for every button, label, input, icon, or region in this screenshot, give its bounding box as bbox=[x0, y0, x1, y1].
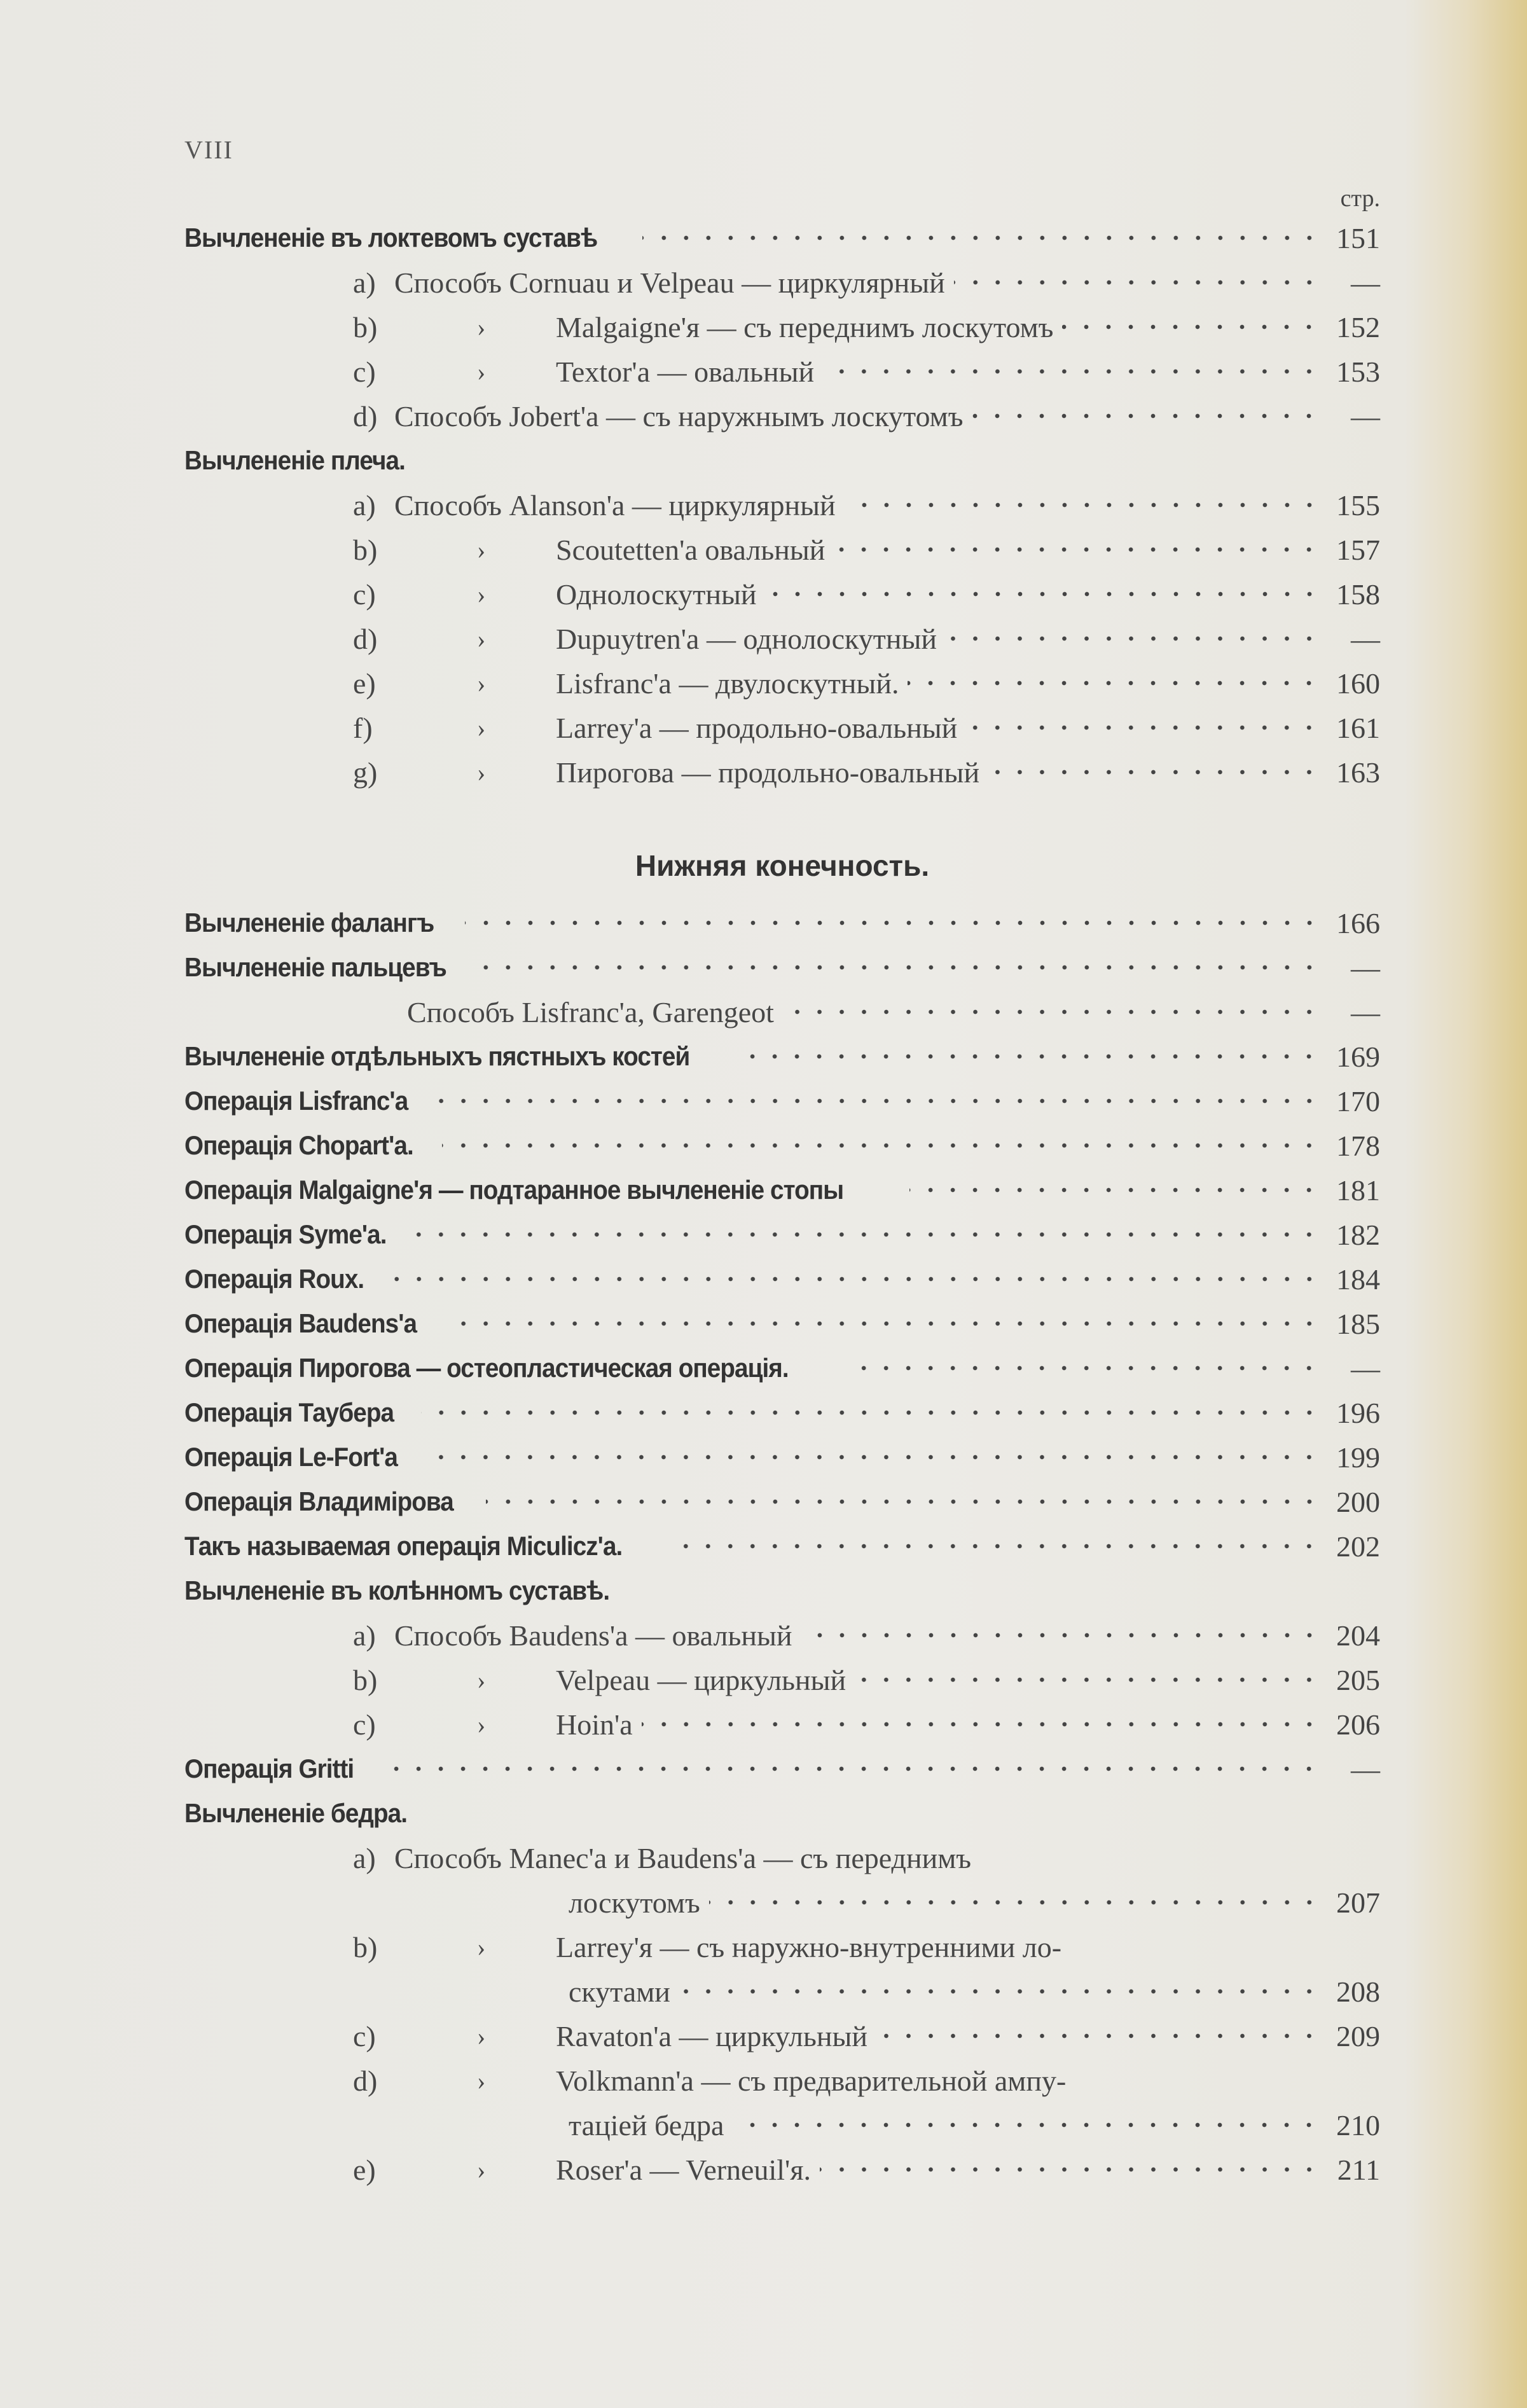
toc-subentry bbox=[184, 394, 1380, 438]
page-ref: 152 bbox=[1336, 310, 1380, 343]
section-heading-text: Нижняя конечность. bbox=[635, 849, 930, 882]
page-ref: 166 bbox=[1336, 906, 1380, 939]
toc-entry bbox=[184, 1034, 1380, 1079]
toc-subentry bbox=[184, 527, 1380, 572]
toc-subentry bbox=[184, 2058, 1380, 2103]
toc-entry bbox=[184, 1301, 1380, 1346]
page-ref: 208 bbox=[1336, 1975, 1380, 2008]
entry-label: Вычлененіе въ локтевомъ суставѣ bbox=[184, 223, 598, 253]
toc-subentry bbox=[184, 2014, 1380, 2058]
subentry-letter: c) bbox=[353, 1708, 376, 1741]
subentry-letter: c) bbox=[353, 355, 376, 388]
toc-entry bbox=[184, 1123, 1380, 1168]
subentry-letter: d) bbox=[353, 2064, 378, 2097]
toc-subentry bbox=[184, 349, 1380, 394]
dot-leader bbox=[642, 216, 1320, 260]
page-ref: — bbox=[1351, 399, 1380, 432]
page-ref: 196 bbox=[1336, 1396, 1380, 1429]
entry-label: Вычлененіе отдѣльныхъ пястныхъ костей bbox=[184, 1041, 690, 1071]
dot-leader bbox=[733, 2103, 1320, 2147]
page-ref: 169 bbox=[1336, 1040, 1380, 1073]
page-ref: 206 bbox=[1336, 1708, 1380, 1741]
page-ref: — bbox=[1351, 622, 1380, 655]
subentry-text: Способъ Cornuau и Velpeau — циркулярный bbox=[394, 266, 945, 299]
entry-label: Вычлененіе плеча. bbox=[184, 445, 405, 475]
toc-subentry bbox=[184, 2147, 1380, 2192]
page-ref: — bbox=[1351, 995, 1380, 1028]
dot-leader bbox=[988, 750, 1320, 794]
toc-continuation bbox=[184, 1880, 1380, 1925]
subentry-letter: b) bbox=[353, 533, 378, 566]
page-number: VIII bbox=[184, 135, 233, 164]
subentry-text: Velpeau — циркульный bbox=[556, 1663, 846, 1696]
subentry-text: Способъ Jobert'a — съ наружнымъ лоскутомъ bbox=[394, 399, 964, 432]
dot-leader bbox=[801, 1613, 1320, 1657]
ditto-mark: › bbox=[477, 713, 486, 742]
dot-leader bbox=[850, 1346, 1320, 1390]
ditto-mark: › bbox=[477, 312, 486, 342]
page-ref: 207 bbox=[1336, 1886, 1380, 1919]
entry-label: Операція Syme'a. bbox=[184, 1219, 387, 1249]
page-ref: 158 bbox=[1336, 578, 1380, 611]
page-ref: 157 bbox=[1336, 533, 1380, 566]
dot-leader bbox=[709, 1880, 1320, 1925]
ditto-mark: › bbox=[477, 2155, 486, 2184]
toc-subentry bbox=[184, 661, 1380, 705]
toc-entry bbox=[184, 945, 1380, 990]
page-ref: 153 bbox=[1336, 355, 1380, 388]
entry-label: Операція Gritti bbox=[184, 1754, 354, 1783]
dot-leader bbox=[855, 1657, 1320, 1702]
subentry-text: Malgaigne'я — съ переднимъ лоскутомъ bbox=[556, 310, 1054, 343]
toc-subentry bbox=[184, 483, 1380, 527]
subentry-text: Roser'a — Verneuil'я. bbox=[556, 2153, 811, 2186]
dot-leader bbox=[946, 616, 1320, 661]
toc-entry bbox=[184, 438, 1380, 483]
subentry-letter: a) bbox=[353, 1619, 376, 1652]
page-ref: 170 bbox=[1336, 1084, 1380, 1118]
subentry-text: Способъ Alanson'a — циркулярный bbox=[394, 488, 836, 522]
toc-entry bbox=[184, 1168, 1380, 1212]
subentry-text: Volkmann'a — съ предварительной ампу- bbox=[556, 2064, 1067, 2097]
subentry-letter: g) bbox=[353, 756, 378, 789]
entry-label: Вычлененіе въ колѣнномъ суставѣ. bbox=[184, 1575, 610, 1605]
page-ref: 210 bbox=[1336, 2108, 1380, 2142]
subentry-text: Пирогова — продольно-овальный bbox=[556, 756, 980, 789]
toc-subentry bbox=[184, 260, 1380, 305]
subentry-letter: a) bbox=[353, 266, 376, 299]
continuation-text: лоскутомъ bbox=[569, 1886, 700, 1919]
toc-subentry bbox=[184, 1925, 1380, 1969]
toc-subentry bbox=[184, 616, 1380, 661]
subentry-letter: b) bbox=[353, 1930, 378, 1963]
subentry-letter: a) bbox=[353, 1841, 376, 1874]
ditto-mark: › bbox=[477, 2066, 486, 2095]
page-column-header: стр. bbox=[1340, 185, 1380, 212]
toc-subentry bbox=[184, 1836, 1380, 1880]
toc-subentry bbox=[184, 1702, 1380, 1747]
subentry-letter: a) bbox=[353, 488, 376, 522]
page-ref: — bbox=[1351, 1352, 1380, 1385]
subentry-letter: c) bbox=[353, 2019, 376, 2052]
subentry-letter: f) bbox=[353, 711, 373, 744]
subentry-letter: c) bbox=[353, 578, 376, 611]
page-ref: 199 bbox=[1336, 1441, 1380, 1474]
subentry-letter: e) bbox=[353, 667, 376, 700]
toc-entry bbox=[184, 1212, 1380, 1257]
dot-leader bbox=[972, 394, 1320, 438]
toc-continuation bbox=[184, 1969, 1380, 2014]
entry-label: Операція Roux. bbox=[184, 1264, 364, 1294]
toc-subentry bbox=[184, 1657, 1380, 1702]
subentry-text: Textor'a — овальный bbox=[556, 355, 815, 388]
page-ref: — bbox=[1351, 266, 1380, 299]
entry-label: Вычлененіе бедра. bbox=[184, 1798, 408, 1828]
page-ref: 182 bbox=[1336, 1218, 1380, 1251]
page-ref: — bbox=[1351, 1752, 1380, 1785]
ditto-mark: › bbox=[477, 624, 486, 653]
entry-label: Операція Таубера bbox=[184, 1397, 394, 1427]
page-ref: 178 bbox=[1336, 1129, 1380, 1162]
subentry-letter: e) bbox=[353, 2153, 376, 2186]
subentry-letter: b) bbox=[353, 1663, 378, 1696]
toc-entry bbox=[184, 1079, 1380, 1123]
dot-leader bbox=[954, 260, 1320, 305]
toc-subentry bbox=[184, 750, 1380, 794]
dot-leader bbox=[679, 1969, 1320, 2014]
entry-label: Операція Le-Fort'a bbox=[184, 1442, 397, 1472]
dot-leader bbox=[425, 1435, 1320, 1479]
toc-entry bbox=[184, 901, 1380, 945]
subentry-text: Ravaton'a — циркульный bbox=[556, 2019, 867, 2052]
ditto-mark: › bbox=[477, 1710, 486, 1739]
dot-leader bbox=[478, 945, 1320, 990]
method-text: Способъ Lisfranc'a, Garengeot bbox=[407, 995, 774, 1028]
entry-label: Операція Lisfranc'a bbox=[184, 1086, 408, 1116]
ditto-mark: › bbox=[477, 2021, 486, 2051]
dot-leader bbox=[820, 2147, 1320, 2192]
dot-leader bbox=[389, 1257, 1320, 1301]
dot-leader bbox=[845, 483, 1320, 527]
subentry-text: Hoin'a bbox=[556, 1708, 633, 1741]
subentry-letter: d) bbox=[353, 399, 378, 432]
subentry-text: Способъ Baudens'a — овальный bbox=[394, 1619, 792, 1652]
toc-subentry bbox=[184, 705, 1380, 750]
ditto-mark: › bbox=[477, 1665, 486, 1694]
dot-leader bbox=[908, 661, 1320, 705]
toc-entry bbox=[184, 1479, 1380, 1524]
toc-subentry bbox=[184, 572, 1380, 616]
entry-label: Операція Владимірова bbox=[184, 1486, 453, 1516]
entry-label: Операція Malgaigne'я — подтаранное вычлененіе стопы bbox=[184, 1175, 844, 1205]
toc-entry bbox=[184, 1524, 1380, 1568]
page-ref: 181 bbox=[1336, 1173, 1380, 1207]
page-ref: 200 bbox=[1336, 1485, 1380, 1518]
page-ref: — bbox=[1351, 951, 1380, 984]
page-ref: 163 bbox=[1336, 756, 1380, 789]
section-heading bbox=[184, 794, 1380, 901]
page-ref: 185 bbox=[1336, 1307, 1380, 1340]
subentry-letter: d) bbox=[353, 622, 378, 655]
dot-leader bbox=[436, 1079, 1320, 1123]
ditto-mark: › bbox=[477, 535, 486, 564]
page-ref: 209 bbox=[1336, 2019, 1380, 2052]
toc-entry bbox=[184, 1747, 1380, 1791]
subentry-letter: b) bbox=[353, 310, 378, 343]
dot-leader bbox=[766, 572, 1321, 616]
subentry-text: Однолоскутный bbox=[556, 578, 757, 611]
dot-leader bbox=[783, 990, 1320, 1034]
dot-leader bbox=[909, 1168, 1320, 1212]
entry-label: Операція Пирогова — остеопластическая операція. bbox=[184, 1353, 789, 1383]
page-ref: 211 bbox=[1337, 2153, 1380, 2186]
ditto-mark: › bbox=[477, 758, 486, 787]
continuation-text: таціей бедра bbox=[569, 2108, 724, 2142]
toc-entry bbox=[184, 1390, 1380, 1435]
dot-leader bbox=[486, 1479, 1320, 1524]
dot-leader bbox=[413, 1212, 1320, 1257]
toc-entry bbox=[184, 1791, 1380, 1836]
entry-label: Вычлененіе пальцевъ bbox=[184, 952, 446, 982]
dot-leader bbox=[669, 1524, 1320, 1568]
table-of-contents bbox=[184, 216, 1380, 2192]
toc-subentry bbox=[184, 1613, 1380, 1657]
subentry-text: Способъ Manec'a и Baudens'a — съ переднимъ bbox=[394, 1841, 972, 1874]
dot-leader bbox=[966, 705, 1320, 750]
toc-entry bbox=[184, 1346, 1380, 1390]
dot-leader bbox=[1062, 305, 1320, 349]
page-ref: 151 bbox=[1336, 221, 1380, 254]
toc-subentry bbox=[184, 305, 1380, 349]
dot-leader bbox=[421, 1390, 1320, 1435]
dot-leader bbox=[442, 1123, 1320, 1168]
page-ref: 204 bbox=[1336, 1619, 1380, 1652]
subentry-text: Larrey'a — продольно-овальный bbox=[556, 711, 958, 744]
dot-leader bbox=[642, 1702, 1320, 1747]
entry-label: Такъ называемая операція Miculicz'a. bbox=[184, 1531, 623, 1561]
page-ref: 155 bbox=[1336, 488, 1380, 522]
subentry-text: Lisfranc'a — двулоскутный. bbox=[556, 667, 899, 700]
dot-leader bbox=[446, 1301, 1320, 1346]
toc-continuation bbox=[184, 2103, 1380, 2147]
subentry-text: Dupuytren'a — однолоскутный bbox=[556, 622, 937, 655]
entry-label: Операція Baudens'a bbox=[184, 1308, 417, 1338]
dot-leader bbox=[377, 1747, 1320, 1791]
toc-entry bbox=[184, 1435, 1380, 1479]
ditto-mark: › bbox=[477, 668, 486, 698]
dot-leader bbox=[823, 349, 1320, 394]
entry-label: Операція Chopart'a. bbox=[184, 1130, 413, 1160]
page-ref: 160 bbox=[1336, 667, 1380, 700]
dot-leader bbox=[834, 527, 1320, 572]
page-ref: 202 bbox=[1336, 1530, 1380, 1563]
dot-leader bbox=[742, 1034, 1320, 1079]
dot-leader bbox=[876, 2014, 1320, 2058]
subentry-text: Scoutetten'a овальный bbox=[556, 533, 826, 566]
page-ref: 184 bbox=[1336, 1263, 1380, 1296]
subentry-text: Larrey'я — съ наружно-внутренними ло- bbox=[556, 1930, 1062, 1963]
ditto-mark: › bbox=[477, 357, 486, 386]
ditto-mark: › bbox=[477, 1932, 486, 1962]
toc-entry bbox=[184, 1568, 1380, 1613]
ditto-mark: › bbox=[477, 579, 486, 609]
page-ref: 205 bbox=[1336, 1663, 1380, 1696]
continuation-text: скутами bbox=[569, 1975, 670, 2008]
toc-entry bbox=[184, 216, 1380, 260]
toc-method-entry bbox=[184, 990, 1380, 1034]
page-ref: 161 bbox=[1336, 711, 1380, 744]
toc-entry bbox=[184, 1257, 1380, 1301]
entry-label: Вычлененіе фалангъ bbox=[184, 908, 434, 938]
dot-leader bbox=[465, 901, 1321, 945]
